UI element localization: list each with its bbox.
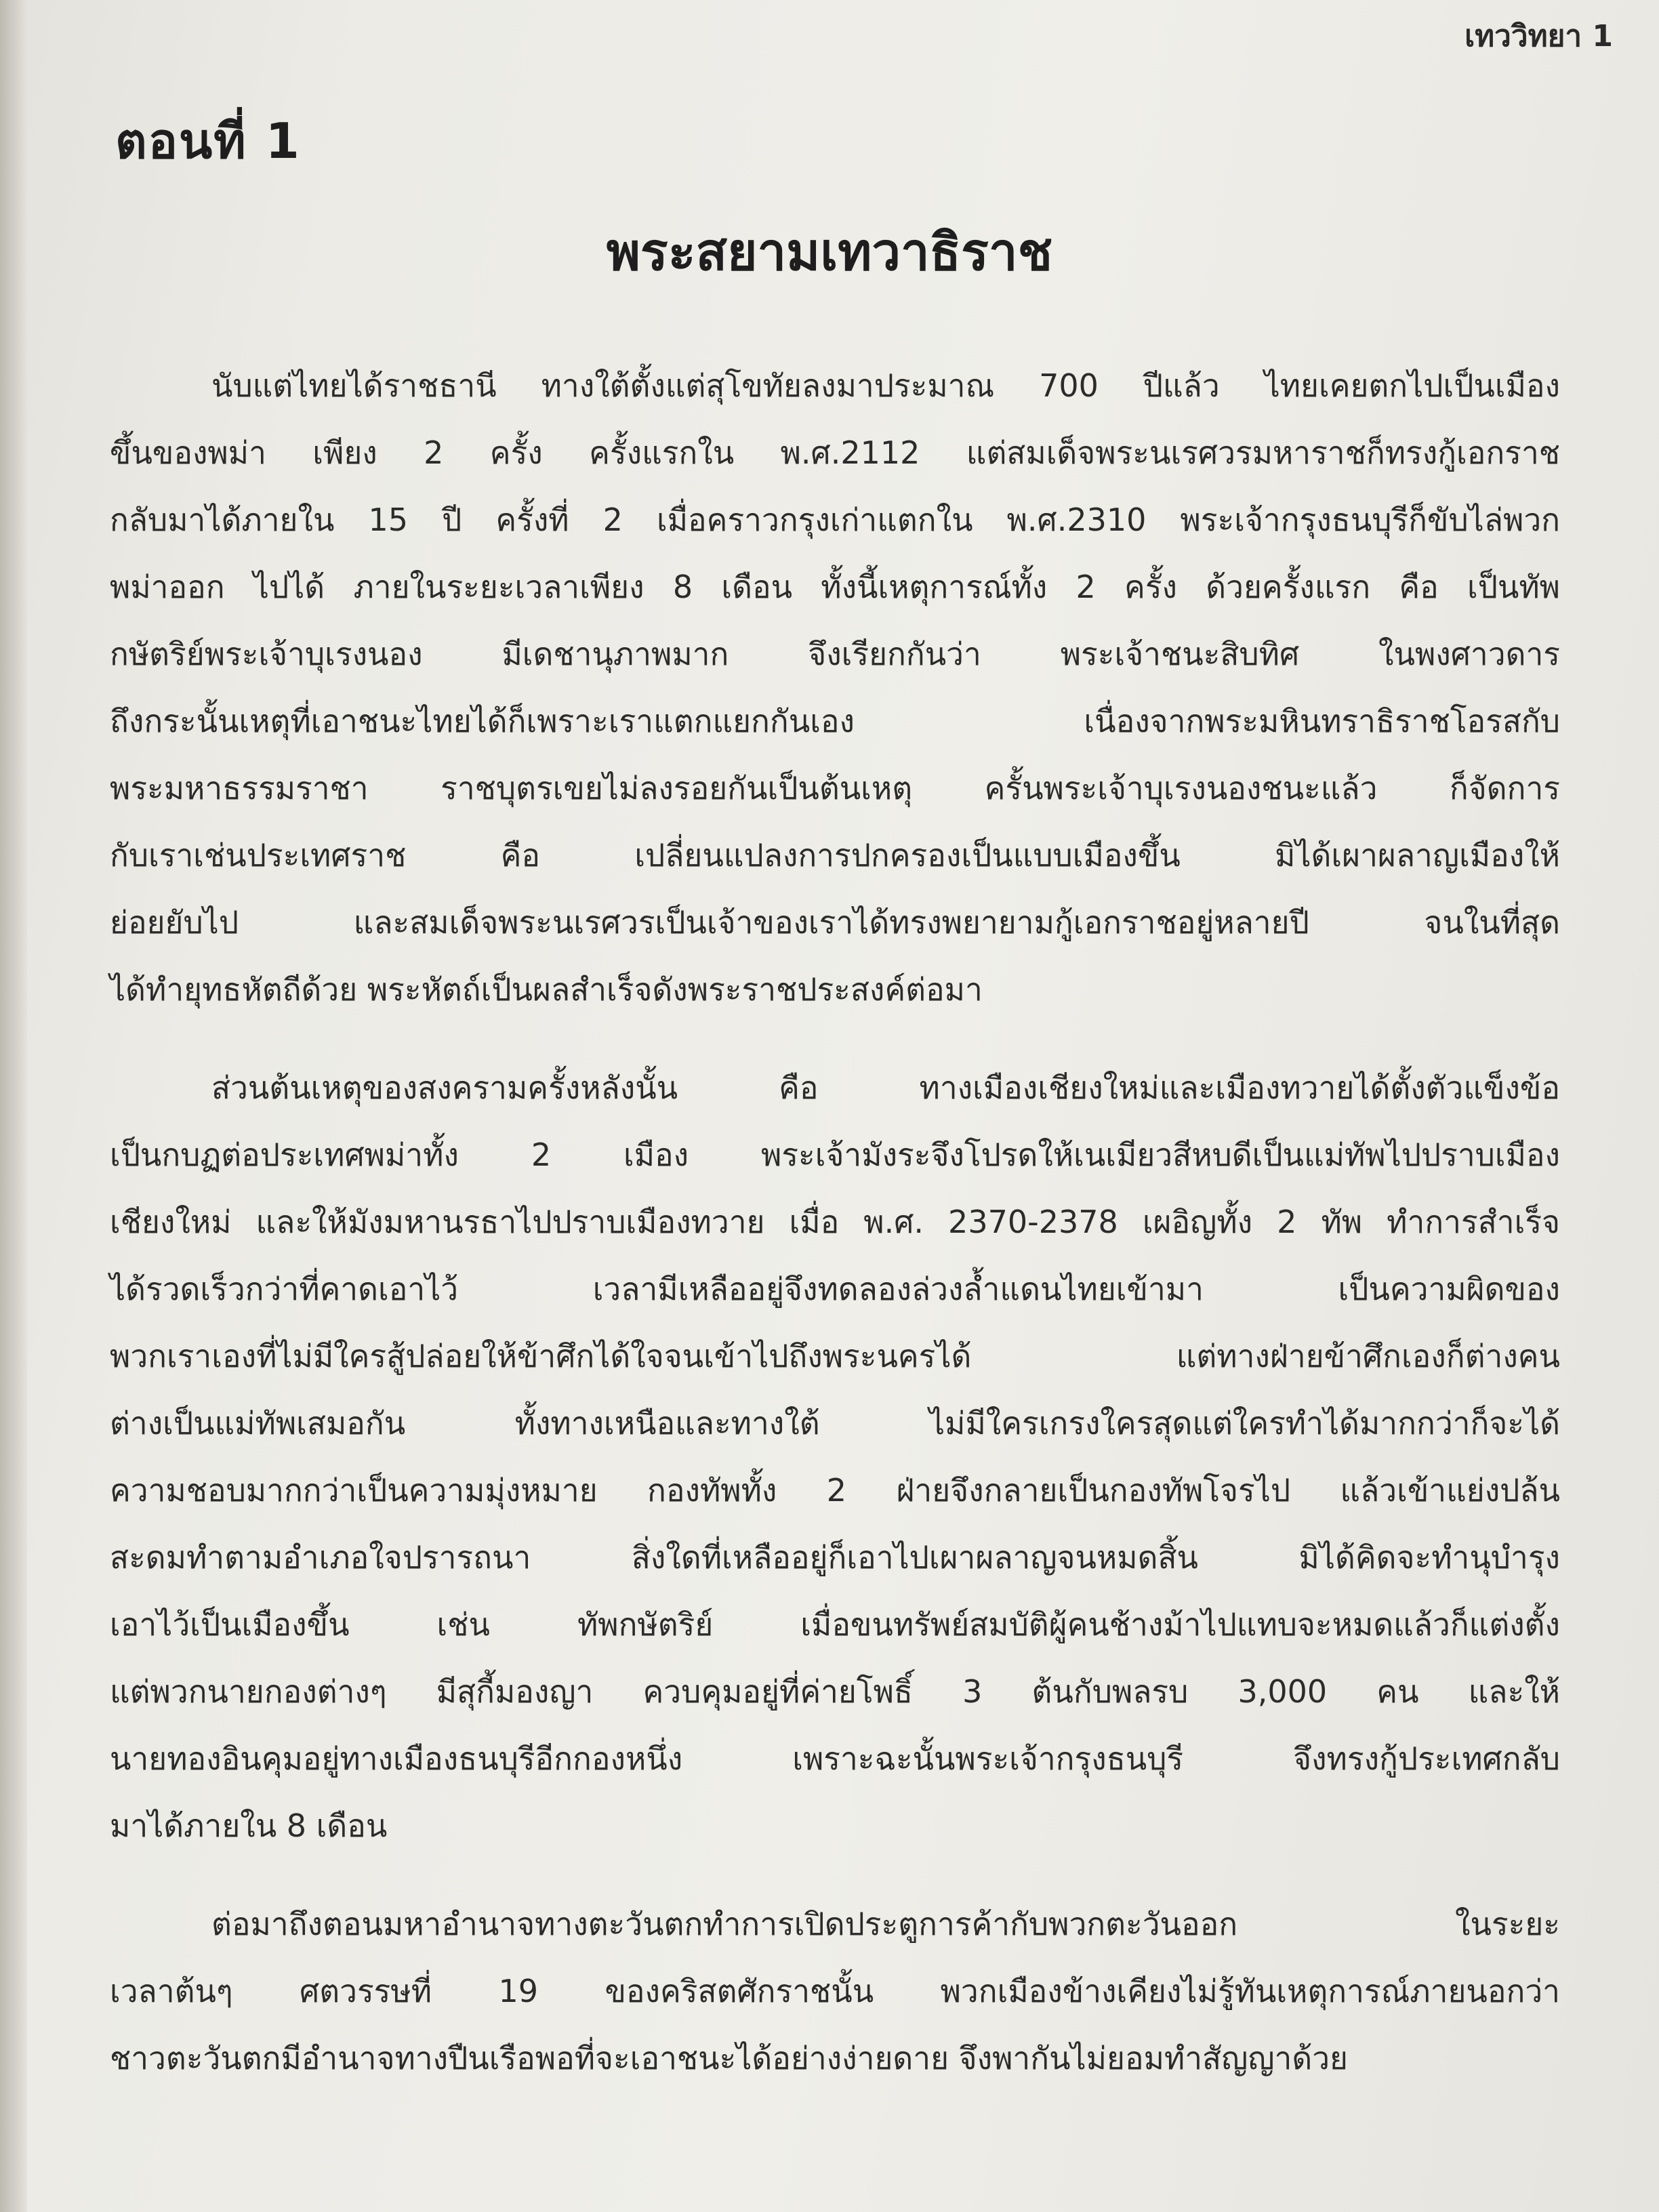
text-line: ได้ทำยุทธหัตถีด้วย พระหัตถ์เป็นผลสำเร็จดังพระราชประสงค์ต่อมา: [110, 971, 983, 1008]
text-line: กษัตริย์พระเจ้าบุเรงนอง มีเดชานุภาพมาก จึงเรียกกันว่า พระเจ้าชนะสิบทิศ ในพงศาวดาร: [110, 636, 1560, 672]
text-line: นายทองอินคุมอยู่ทางเมืองธนบุรีอีกกองหนึ่ง เพราะฉะนั้นพระเจ้ากรุงธนบุรี จึงทรงกู้ประเทศกลับ: [110, 1740, 1560, 1777]
paragraph: [110, 1891, 1560, 2092]
text-line: ต่อมาถึงตอนมหาอำนาจทางตะวันตกทำการเปิดประตูการค้ากับพวกตะวันออก ในระยะ: [211, 1906, 1560, 1942]
paragraph: [110, 1054, 1560, 1860]
text-line: ย่อยยับไป และสมเด็จพระนเรศวรเป็นเจ้าของเราได้ทรงพยายามกู้เอกราชอยู่หลายปี จนในที่สุด: [110, 904, 1560, 941]
text-line: สะดมทำตามอำเภอใจปรารถนา สิ่งใดที่เหลืออยู่ก็เอาไปเผาผลาญจนหมดสิ้น มิได้คิดจะทำนุบำรุง: [110, 1539, 1560, 1576]
chapter-label: ตอนที่ 1: [115, 112, 301, 169]
running-head: เทววิทยา 1: [1465, 19, 1613, 54]
text-line: ความชอบมากกว่าเป็นความมุ่งหมาย กองทัพทั้ง 2 ฝ่ายจึงกลายเป็นกองทัพโจรไป แล้วเข้าแย่งปล้น: [110, 1472, 1560, 1509]
text-line: ถึงกระนั้นเหตุที่เอาชนะไทยได้ก็เพราะเราแตกแยกกันเอง เนื่องจากพระมหินทราธิราชโอรสกับ: [110, 703, 1560, 739]
text-line: เป็นกบฏต่อประเทศพม่าทั้ง 2 เมือง พระเจ้ามังระจึงโปรดให้เนเมียวสีหบดีเป็นแม่ทัพไปปราบเมือง: [110, 1136, 1560, 1173]
text-line: พม่าออก ไปได้ ภายในระยะเวลาเพียง 8 เดือน ทั้งนี้เหตุการณ์ทั้ง 2 ครั้ง ด้วยครั้งแรก คือ เป็นทัพ: [110, 569, 1560, 605]
text-line: กลับมาได้ภายใน 15 ปี ครั้งที่ 2 เมื่อคราวกรุงเก่าแตกใน พ.ศ.2310 พระเจ้ากรุงธนบุรีก็ขับไล่พวก: [110, 501, 1560, 538]
text-line: กับเราเช่นประเทศราช คือ เปลี่ยนแปลงการปกครองเป็นแบบเมืองขึ้น มิได้เผาผลาญเมืองให้: [110, 837, 1560, 874]
page-gutter-shadow: [0, 0, 27, 2212]
text-line: แต่พวกนายกองต่างๆ มีสุกี้มองญา ควบคุมอยู่ที่ค่ายโพธิ์ 3 ต้นกับพลรบ 3,000 คน และให้: [110, 1673, 1560, 1710]
text-line: ขึ้นของพม่า เพียง 2 ครั้ง ครั้งแรกใน พ.ศ.2112 แต่สมเด็จพระนเรศวรมหาราชก็ทรงกู้เอกราช: [110, 434, 1560, 471]
text-line: มาได้ภายใน 8 เดือน: [110, 1807, 388, 1844]
body-text: [110, 352, 1560, 2123]
text-line: ได้รวดเร็วกว่าที่คาดเอาไว้ เวลามีเหลืออยู่จึงทดลองล่วงล้ำแดนไทยเข้ามา เป็นความผิดของ: [110, 1271, 1560, 1307]
text-line: ชาวตะวันตกมีอำนาจทางปืนเรือพอที่จะเอาชนะได้อย่างง่ายดาย จึงพากันไม่ยอมทำสัญญาด้วย: [110, 2040, 1348, 2076]
text-line: ส่วนต้นเหตุของสงครามครั้งหลังนั้น คือ ทางเมืองเชียงใหม่และเมืองทวายได้ตั้งตัวแข็งข้อ: [211, 1069, 1560, 1106]
chapter-title: พระสยามเทวาธิราช: [606, 222, 1053, 282]
text-line: นับแต่ไทยได้ราชธานี ทางใต้ตั้งแต่สุโขทัยลงมาประมาณ 700 ปีแล้ว ไทยเคยตกไปเป็นเมือง: [211, 367, 1560, 404]
paragraph: [110, 352, 1560, 1023]
text-line: เวลาต้นๆ ศตวรรษที่ 19 ของคริสตศักราชนั้น พวกเมืองข้างเคียงไม่รู้ทันเหตุการณ์ภายนอกว่า: [110, 1973, 1560, 2009]
text-line: เชียงใหม่ และให้มังมหานรธาไปปราบเมืองทวาย เมื่อ พ.ศ. 2370-2378 เผอิญทั้ง 2 ทัพ ทำการสำเร็จ: [110, 1204, 1560, 1240]
text-line: ต่างเป็นแม่ทัพเสมอกัน ทั้งทางเหนือและทางใต้ ไม่มีใครเกรงใครสุดแต่ใครทำได้มากกว่าก็จะได้: [110, 1405, 1560, 1441]
text-line: เอาไว้เป็นเมืองขึ้น เช่น ทัพกษัตริย์ เมื่อขนทรัพย์สมบัติผู้คนช้างม้าไปแทบจะหมดแล้วก็แต่งตั้ง: [110, 1606, 1560, 1643]
text-line: พวกเราเองที่ไม่มีใครสู้ปล่อยให้ข้าศึกได้ใจจนเข้าไปถึงพระนครได้ แต่ทางฝ่ายข้าศึกเองก็ต่างคน: [110, 1338, 1560, 1374]
text-line: พระมหาธรรมราชา ราชบุตรเขยไม่ลงรอยกันเป็นต้นเหตุ ครั้นพระเจ้าบุเรงนองชนะแล้ว ก็จัดการ: [110, 770, 1560, 806]
